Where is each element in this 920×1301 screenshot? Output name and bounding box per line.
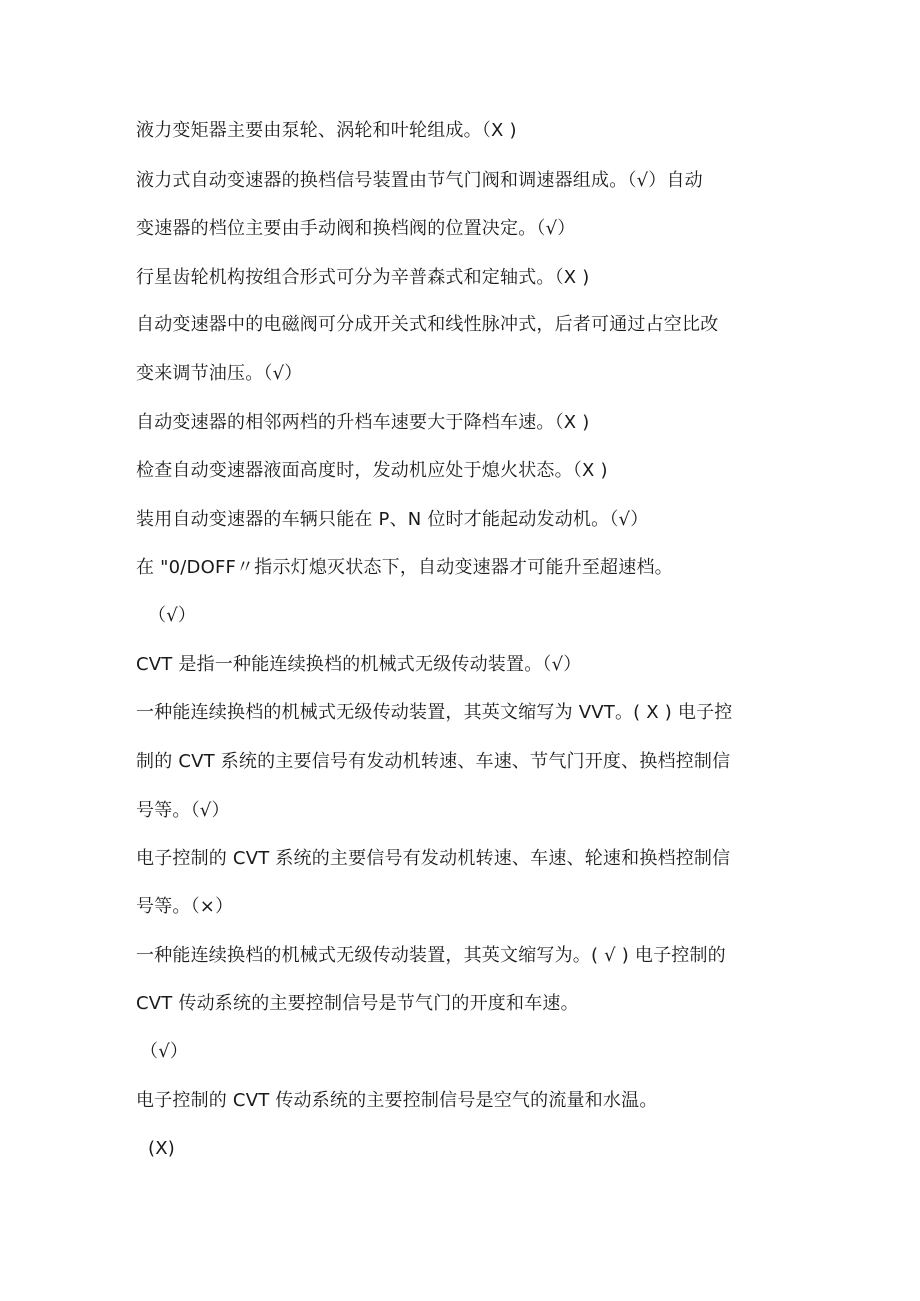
text-line-10: 在 "0/DOFF〃指示灯熄灭状态下，自动变速器才可能升至超速档。: [136, 557, 673, 578]
text-line-20: （√）: [140, 1041, 189, 1062]
text-line-19: CVT 传动系统的主要控制信号是节气门的开度和车速。: [136, 993, 579, 1014]
text-line-8: 检查自动变速器液面高度时，发动机应处于熄火状态。（X ): [136, 460, 608, 481]
text-line-4: 行星齿轮机构按组合形式可分为辛普森式和定轴式。（X ): [136, 267, 590, 288]
text-line-2: 液力式自动变速器的换档信号装置由节气门阀和调速器组成。（√）自动: [136, 170, 703, 191]
text-line-11: （√）: [148, 605, 197, 626]
text-line-1: 液力变矩器主要由泵轮、涡轮和叶轮组成。（X ): [136, 120, 517, 141]
text-line-7: 自动变速器的相邻两档的升档车速要大于降档车速。（X ): [136, 412, 590, 433]
text-line-21: 电子控制的 CVT 传动系统的主要控制信号是空气的流量和水温。: [136, 1090, 658, 1111]
text-line-18: 一种能连续换档的机械式无级传动装置，其英文缩写为。( √ ) 电子控制的: [136, 945, 726, 966]
text-line-15: 号等。（√）: [136, 800, 230, 821]
text-line-9: 装用自动变速器的车辆只能在 P、N 位时才能起动发动机。（√）: [136, 509, 649, 530]
text-line-17: 号等。（×）: [136, 896, 234, 917]
text-line-3: 变速器的档位主要由手动阀和换档阀的位置决定。（√）: [136, 218, 576, 239]
text-line-16: 电子控制的 CVT 系统的主要信号有发动机转速、车速、轮速和换档控制信: [136, 848, 731, 869]
text-line-14: 制的 CVT 系统的主要信号有发动机转速、车速、节气门开度、换档控制信: [136, 751, 731, 772]
text-line-5: 自动变速器中的电磁阀可分成开关式和线性脉冲式，后者可通过占空比改: [136, 314, 719, 335]
text-line-22: (X): [148, 1138, 175, 1159]
text-line-6: 变来调节油压。（√）: [136, 363, 303, 384]
text-line-13: 一种能连续换档的机械式无级传动装置，其英文缩写为 VVT。( X ) 电子控: [136, 702, 733, 723]
text-line-12: CVT 是指一种能连续换档的机械式无级传动装置。（√）: [136, 654, 582, 675]
